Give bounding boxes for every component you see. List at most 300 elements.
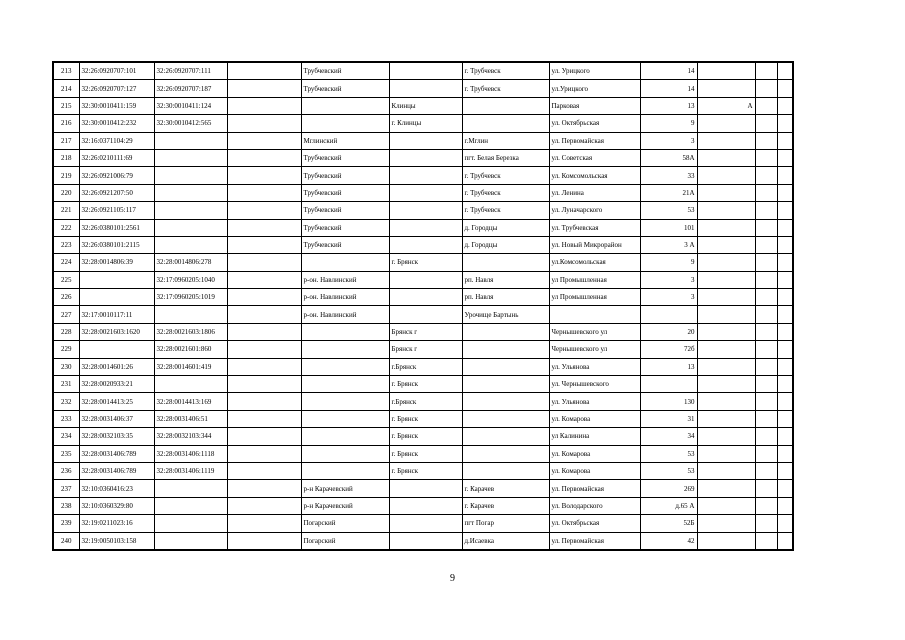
- cadastral-number-secondary-cell: 32:28:0021603:1806: [154, 323, 227, 340]
- house-number-cell: 3: [640, 289, 697, 306]
- letter-cell: [697, 515, 755, 532]
- letter-cell: [697, 323, 755, 340]
- cadastral-number-cell: 32:10:0360329:80: [79, 497, 154, 514]
- house-number-cell: [640, 306, 697, 323]
- letter-cell: [697, 497, 755, 514]
- empty-cell: [777, 97, 793, 114]
- house-number-cell: 13: [640, 97, 697, 114]
- row-number-cell: 226: [53, 289, 79, 306]
- district-cell: [301, 323, 389, 340]
- empty-cell: [777, 115, 793, 132]
- empty-cell: [227, 445, 301, 462]
- street-cell: ул Промышленная: [549, 289, 640, 306]
- empty-cell: [755, 219, 777, 236]
- table-row: [53, 202, 793, 219]
- row-number-cell: 223: [53, 236, 79, 253]
- city-cell: [389, 532, 462, 550]
- letter-cell: [697, 480, 755, 497]
- empty-cell: [227, 97, 301, 114]
- cadastral-number-secondary-cell: 32:28:0031406:1118: [154, 445, 227, 462]
- house-number-cell: 72б: [640, 341, 697, 358]
- district-cell: р-н Карачевский: [301, 497, 389, 514]
- cadastral-number-cell: 32:17:0010117:11: [79, 306, 154, 323]
- street-cell: ул. Урицкого: [549, 62, 640, 80]
- empty-cell: [755, 115, 777, 132]
- settlement-cell: [462, 462, 549, 479]
- letter-cell: [697, 289, 755, 306]
- street-cell: ул. Комсомольская: [549, 167, 640, 184]
- cadastral-number-cell: 32:28:0014601:26: [79, 358, 154, 375]
- settlement-cell: [462, 393, 549, 410]
- letter-cell: [697, 80, 755, 97]
- city-cell: г.Брянск: [389, 358, 462, 375]
- empty-cell: [777, 149, 793, 166]
- empty-cell: [227, 202, 301, 219]
- house-number-cell: [640, 376, 697, 393]
- cadastral-number-secondary-cell: [154, 219, 227, 236]
- row-number-cell: 224: [53, 254, 79, 271]
- street-cell: ул. Новый Микрорайон: [549, 236, 640, 253]
- house-number-cell: 42: [640, 532, 697, 550]
- cadastral-number-secondary-cell: [154, 236, 227, 253]
- empty-cell: [755, 393, 777, 410]
- empty-cell: [755, 289, 777, 306]
- cadastral-number-secondary-cell: [154, 497, 227, 514]
- settlement-cell: [462, 254, 549, 271]
- empty-cell: [227, 341, 301, 358]
- empty-cell: [755, 236, 777, 253]
- row-number-cell: 232: [53, 393, 79, 410]
- empty-cell: [777, 184, 793, 201]
- district-cell: р-он. Навлинский: [301, 306, 389, 323]
- cadastral-number-cell: 32:26:0920707:101: [79, 62, 154, 80]
- empty-cell: [227, 149, 301, 166]
- row-number-cell: 230: [53, 358, 79, 375]
- street-cell: ул. Трубчевская: [549, 219, 640, 236]
- empty-cell: [227, 376, 301, 393]
- cadastral-number-secondary-cell: [154, 515, 227, 532]
- district-cell: [301, 358, 389, 375]
- city-cell: [389, 271, 462, 288]
- cadastral-number-cell: [79, 271, 154, 288]
- city-cell: [389, 184, 462, 201]
- settlement-cell: д.Исаевка: [462, 532, 549, 550]
- cadastral-number-cell: 32:28:0014806:39: [79, 254, 154, 271]
- empty-cell: [227, 271, 301, 288]
- empty-cell: [777, 532, 793, 550]
- cadastral-number-secondary-cell: 32:28:0031406:1119: [154, 462, 227, 479]
- district-cell: Трубчевский: [301, 62, 389, 80]
- table-row: [53, 497, 793, 514]
- empty-cell: [755, 358, 777, 375]
- street-cell: ул Промышленная: [549, 271, 640, 288]
- row-number-cell: 225: [53, 271, 79, 288]
- row-number-cell: 237: [53, 480, 79, 497]
- cadastral-number-cell: 32:28:0031406:789: [79, 462, 154, 479]
- settlement-cell: [462, 410, 549, 427]
- settlement-cell: г. Трубчевск: [462, 184, 549, 201]
- cadastral-number-secondary-cell: [154, 132, 227, 149]
- letter-cell: [697, 410, 755, 427]
- district-cell: [301, 115, 389, 132]
- city-cell: [389, 289, 462, 306]
- street-cell: ул. Первомайская: [549, 480, 640, 497]
- empty-cell: [755, 80, 777, 97]
- house-number-cell: 14: [640, 62, 697, 80]
- empty-cell: [777, 428, 793, 445]
- settlement-cell: г. Карачев: [462, 497, 549, 514]
- house-number-cell: 3: [640, 271, 697, 288]
- settlement-cell: д. Городцы: [462, 236, 549, 253]
- street-cell: ул. Чернышевского: [549, 376, 640, 393]
- empty-cell: [755, 497, 777, 514]
- empty-cell: [227, 428, 301, 445]
- cadastral-number-secondary-cell: 32:30:0010412:565: [154, 115, 227, 132]
- row-number-cell: 236: [53, 462, 79, 479]
- cadastral-number-cell: 32:19:0050103:158: [79, 532, 154, 550]
- cadastral-number-secondary-cell: [154, 149, 227, 166]
- district-cell: [301, 410, 389, 427]
- table-row: [53, 480, 793, 497]
- letter-cell: [697, 115, 755, 132]
- street-cell: Чернышевского ул: [549, 323, 640, 340]
- empty-cell: [755, 515, 777, 532]
- cadastral-number-secondary-cell: 32:17:0960205:1019: [154, 289, 227, 306]
- district-cell: [301, 341, 389, 358]
- district-cell: Трубчевский: [301, 236, 389, 253]
- street-cell: ул. Комарова: [549, 410, 640, 427]
- house-number-cell: 14: [640, 80, 697, 97]
- letter-cell: [697, 167, 755, 184]
- settlement-cell: пгт Погар: [462, 515, 549, 532]
- row-number-cell: 228: [53, 323, 79, 340]
- cadastral-number-secondary-cell: 32:17:0960205:1040: [154, 271, 227, 288]
- district-cell: [301, 445, 389, 462]
- settlement-cell: [462, 428, 549, 445]
- house-number-cell: 21А: [640, 184, 697, 201]
- cadastral-number-secondary-cell: 32:28:0032103:344: [154, 428, 227, 445]
- table-row: [53, 393, 793, 410]
- table-row: [53, 97, 793, 114]
- district-cell: Трубчевский: [301, 149, 389, 166]
- street-cell: ул.Урицкого: [549, 80, 640, 97]
- empty-cell: [777, 132, 793, 149]
- cadastral-number-cell: 32:10:0360416:23: [79, 480, 154, 497]
- cadastral-number-cell: 32:28:0020933:21: [79, 376, 154, 393]
- empty-cell: [777, 167, 793, 184]
- street-cell: ул. Комарова: [549, 445, 640, 462]
- cadastral-number-cell: 32:19:0211023:16: [79, 515, 154, 532]
- street-cell: ул. Ульянова: [549, 393, 640, 410]
- empty-cell: [227, 289, 301, 306]
- city-cell: [389, 480, 462, 497]
- empty-cell: [755, 62, 777, 80]
- empty-cell: [777, 358, 793, 375]
- city-cell: Брянск г: [389, 341, 462, 358]
- empty-cell: [755, 323, 777, 340]
- house-number-cell: 9: [640, 254, 697, 271]
- cadastral-number-cell: 32:28:0031406:37: [79, 410, 154, 427]
- row-number-cell: 219: [53, 167, 79, 184]
- row-number-cell: 222: [53, 219, 79, 236]
- cadastral-number-cell: 32:16:0371104:29: [79, 132, 154, 149]
- district-cell: р-н Карачевский: [301, 480, 389, 497]
- city-cell: [389, 515, 462, 532]
- empty-cell: [777, 306, 793, 323]
- settlement-cell: д. Городцы: [462, 219, 549, 236]
- table-row: [53, 323, 793, 340]
- city-cell: Брянск г: [389, 323, 462, 340]
- cadastral-number-cell: 32:26:0921006:79: [79, 167, 154, 184]
- settlement-cell: г.Мглин: [462, 132, 549, 149]
- letter-cell: [697, 132, 755, 149]
- house-number-cell: 33: [640, 167, 697, 184]
- cadastral-number-secondary-cell: 32:28:0014413:169: [154, 393, 227, 410]
- cadastral-number-secondary-cell: 32:28:0014806:278: [154, 254, 227, 271]
- letter-cell: [697, 445, 755, 462]
- house-number-cell: 53: [640, 445, 697, 462]
- district-cell: р-он. Навлинский: [301, 289, 389, 306]
- cadastral-number-secondary-cell: [154, 202, 227, 219]
- street-cell: ул. Октябрьская: [549, 515, 640, 532]
- street-cell: ул. Советская: [549, 149, 640, 166]
- property-registry-table: [52, 61, 794, 551]
- city-cell: [389, 62, 462, 80]
- empty-cell: [227, 323, 301, 340]
- district-cell: Погарский: [301, 532, 389, 550]
- cadastral-number-cell: [79, 341, 154, 358]
- row-number-cell: 215: [53, 97, 79, 114]
- settlement-cell: [462, 358, 549, 375]
- district-cell: Трубчевский: [301, 184, 389, 201]
- empty-cell: [227, 132, 301, 149]
- cadastral-number-secondary-cell: [154, 480, 227, 497]
- city-cell: [389, 306, 462, 323]
- table-row: [53, 428, 793, 445]
- empty-cell: [755, 532, 777, 550]
- empty-cell: [755, 271, 777, 288]
- table-row: [53, 462, 793, 479]
- empty-cell: [227, 219, 301, 236]
- table-row: [53, 219, 793, 236]
- letter-cell: [697, 184, 755, 201]
- house-number-cell: 52Б: [640, 515, 697, 532]
- house-number-cell: 130: [640, 393, 697, 410]
- street-cell: Парковая: [549, 97, 640, 114]
- street-cell: ул. Володарского: [549, 497, 640, 514]
- house-number-cell: 13: [640, 358, 697, 375]
- empty-cell: [755, 480, 777, 497]
- empty-cell: [755, 184, 777, 201]
- settlement-cell: г. Трубчевск: [462, 62, 549, 80]
- cadastral-number-cell: 32:26:0920707:127: [79, 80, 154, 97]
- registry-body: [53, 62, 793, 550]
- empty-cell: [755, 428, 777, 445]
- house-number-cell: 101: [640, 219, 697, 236]
- empty-cell: [777, 323, 793, 340]
- city-cell: Клинцы: [389, 97, 462, 114]
- table-row: [53, 167, 793, 184]
- empty-cell: [755, 167, 777, 184]
- table-row: [53, 358, 793, 375]
- empty-cell: [777, 62, 793, 80]
- empty-cell: [755, 376, 777, 393]
- empty-cell: [777, 289, 793, 306]
- settlement-cell: г. Карачев: [462, 480, 549, 497]
- house-number-cell: 58А: [640, 149, 697, 166]
- cadastral-number-secondary-cell: 32:28:0031406:51: [154, 410, 227, 427]
- row-number-cell: 234: [53, 428, 79, 445]
- table-row: [53, 132, 793, 149]
- house-number-cell: 20: [640, 323, 697, 340]
- street-cell: ул. Ленина: [549, 184, 640, 201]
- table-row: [53, 149, 793, 166]
- settlement-cell: г. Трубчевск: [462, 202, 549, 219]
- table-row: [53, 532, 793, 550]
- empty-cell: [227, 80, 301, 97]
- table-row: [53, 306, 793, 323]
- district-cell: Трубчевский: [301, 167, 389, 184]
- empty-cell: [777, 376, 793, 393]
- district-cell: р-он. Навлинский: [301, 271, 389, 288]
- empty-cell: [777, 341, 793, 358]
- letter-cell: [697, 532, 755, 550]
- empty-cell: [755, 202, 777, 219]
- letter-cell: [697, 236, 755, 253]
- empty-cell: [777, 445, 793, 462]
- cadastral-number-cell: 32:26:0210111:69: [79, 149, 154, 166]
- empty-cell: [777, 254, 793, 271]
- district-cell: [301, 428, 389, 445]
- empty-cell: [777, 219, 793, 236]
- house-number-cell: 53: [640, 202, 697, 219]
- letter-cell: [697, 341, 755, 358]
- empty-cell: [777, 462, 793, 479]
- empty-cell: [227, 532, 301, 550]
- row-number-cell: 238: [53, 497, 79, 514]
- city-cell: г. Брянск: [389, 254, 462, 271]
- cadastral-number-cell: 32:30:0010411:159: [79, 97, 154, 114]
- empty-cell: [755, 410, 777, 427]
- city-cell: [389, 80, 462, 97]
- district-cell: [301, 393, 389, 410]
- street-cell: [549, 306, 640, 323]
- row-number-cell: 235: [53, 445, 79, 462]
- city-cell: [389, 236, 462, 253]
- settlement-cell: [462, 97, 549, 114]
- cadastral-number-cell: 32:28:0021603:1620: [79, 323, 154, 340]
- empty-cell: [755, 132, 777, 149]
- empty-cell: [227, 480, 301, 497]
- district-cell: Мглинский: [301, 132, 389, 149]
- row-number-cell: 218: [53, 149, 79, 166]
- empty-cell: [755, 445, 777, 462]
- cadastral-number-secondary-cell: 32:26:0920707:111: [154, 62, 227, 80]
- cadastral-number-secondary-cell: 32:30:0010411:124: [154, 97, 227, 114]
- cadastral-number-cell: 32:28:0031406:789: [79, 445, 154, 462]
- empty-cell: [227, 358, 301, 375]
- empty-cell: [777, 480, 793, 497]
- cadastral-number-secondary-cell: 32:28:0021601:860: [154, 341, 227, 358]
- empty-cell: [777, 236, 793, 253]
- city-cell: [389, 149, 462, 166]
- empty-cell: [227, 462, 301, 479]
- table-row: [53, 62, 793, 80]
- empty-cell: [227, 62, 301, 80]
- empty-cell: [777, 393, 793, 410]
- row-number-cell: 239: [53, 515, 79, 532]
- house-number-cell: 3: [640, 132, 697, 149]
- table-row: [53, 376, 793, 393]
- row-number-cell: 217: [53, 132, 79, 149]
- letter-cell: [697, 271, 755, 288]
- empty-cell: [227, 306, 301, 323]
- city-cell: [389, 167, 462, 184]
- cadastral-number-cell: 32:26:0380101:2115: [79, 236, 154, 253]
- city-cell: [389, 497, 462, 514]
- row-number-cell: 220: [53, 184, 79, 201]
- empty-cell: [227, 393, 301, 410]
- empty-cell: [755, 306, 777, 323]
- empty-cell: [227, 497, 301, 514]
- letter-cell: [697, 219, 755, 236]
- letter-cell: [697, 428, 755, 445]
- empty-cell: [777, 515, 793, 532]
- district-cell: Погарский: [301, 515, 389, 532]
- row-number-cell: 231: [53, 376, 79, 393]
- settlement-cell: [462, 376, 549, 393]
- empty-cell: [755, 97, 777, 114]
- cadastral-number-cell: 32:26:0380101:2561: [79, 219, 154, 236]
- city-cell: г. Брянск: [389, 410, 462, 427]
- street-cell: ул. Первомайская: [549, 532, 640, 550]
- cadastral-number-cell: 32:30:0010412:232: [79, 115, 154, 132]
- empty-cell: [227, 410, 301, 427]
- settlement-cell: [462, 341, 549, 358]
- settlement-cell: Урочище Бартынь: [462, 306, 549, 323]
- empty-cell: [777, 497, 793, 514]
- cadastral-number-secondary-cell: 32:28:0014601:419: [154, 358, 227, 375]
- letter-cell: [697, 202, 755, 219]
- city-cell: г. Брянск: [389, 428, 462, 445]
- cadastral-number-secondary-cell: [154, 167, 227, 184]
- district-cell: [301, 462, 389, 479]
- street-cell: ул.Комсомольская: [549, 254, 640, 271]
- cadastral-number-cell: [79, 289, 154, 306]
- city-cell: г. Клинцы: [389, 115, 462, 132]
- row-number-cell: 240: [53, 532, 79, 550]
- district-cell: Трубчевский: [301, 202, 389, 219]
- empty-cell: [227, 236, 301, 253]
- table-row: [53, 80, 793, 97]
- house-number-cell: д.65 А: [640, 497, 697, 514]
- empty-cell: [755, 341, 777, 358]
- table-row: [53, 254, 793, 271]
- empty-cell: [777, 271, 793, 288]
- row-number-cell: 213: [53, 62, 79, 80]
- cadastral-number-cell: 32:26:0921105:117: [79, 202, 154, 219]
- row-number-cell: 229: [53, 341, 79, 358]
- table-row: [53, 410, 793, 427]
- letter-cell: [697, 306, 755, 323]
- house-number-cell: 269: [640, 480, 697, 497]
- letter-cell: [697, 393, 755, 410]
- street-cell: ул. Октябрьская: [549, 115, 640, 132]
- row-number-cell: 221: [53, 202, 79, 219]
- district-cell: [301, 254, 389, 271]
- empty-cell: [227, 254, 301, 271]
- cadastral-number-secondary-cell: [154, 532, 227, 550]
